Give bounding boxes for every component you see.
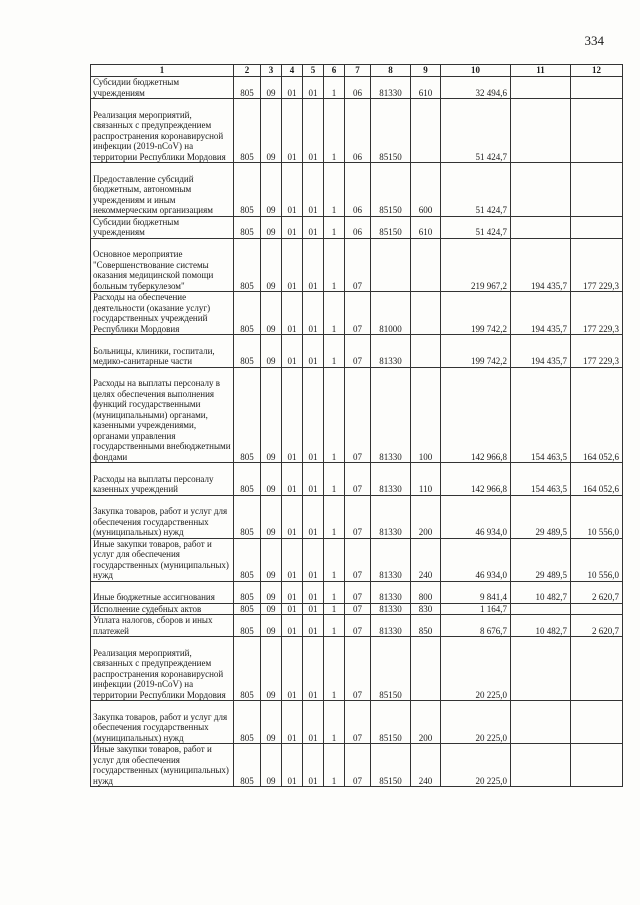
row-name-cell: Расходы на выплаты персоналу в целях обеспечения выполнения функций государственными (муниципальными) органами, казенными учреждениями, органами управления государственными внебюджетными фондами xyxy=(91,367,234,463)
code-section-cell: 09 xyxy=(261,292,282,335)
code-gr-cell: 805 xyxy=(234,538,261,581)
amount-cell-col11: 154 463,5 xyxy=(511,367,571,463)
code-event-cell: 06 xyxy=(345,216,371,238)
code-expense-type-cell: 830 xyxy=(411,603,441,615)
amount-cell-col11: 154 463,5 xyxy=(511,463,571,496)
code-subprogram-cell: 1 xyxy=(324,701,345,744)
code-direction-cell: 85150 xyxy=(371,163,411,217)
code-expense-type-cell: 240 xyxy=(411,744,441,787)
code-program-cell: 01 xyxy=(303,163,324,217)
code-direction-cell: 85150 xyxy=(371,216,411,238)
code-subsection-cell: 01 xyxy=(282,463,303,496)
amount-cell-col11 xyxy=(511,99,571,163)
code-subprogram-cell: 1 xyxy=(324,163,345,217)
amount-cell-col12 xyxy=(571,99,623,163)
code-subprogram-cell: 1 xyxy=(324,367,345,463)
code-program-cell: 01 xyxy=(303,495,324,538)
column-header: 5 xyxy=(303,65,324,77)
amount-cell-col12 xyxy=(571,163,623,217)
code-gr-cell: 805 xyxy=(234,603,261,615)
code-gr-cell: 805 xyxy=(234,615,261,637)
code-direction-cell: 85150 xyxy=(371,701,411,744)
amount-cell-col10: 46 934,0 xyxy=(441,495,511,538)
row-name-cell: Субсидии бюджетным учреждениям xyxy=(91,77,234,99)
amount-cell-col10: 9 841,4 xyxy=(441,581,511,603)
code-program-cell: 01 xyxy=(303,292,324,335)
code-subprogram-cell: 1 xyxy=(324,603,345,615)
code-program-cell: 01 xyxy=(303,538,324,581)
code-gr-cell: 805 xyxy=(234,637,261,701)
code-subsection-cell: 01 xyxy=(282,603,303,615)
amount-cell-col11: 29 489,5 xyxy=(511,538,571,581)
code-subsection-cell: 01 xyxy=(282,495,303,538)
code-direction-cell: 85150 xyxy=(371,637,411,701)
code-subsection-cell: 01 xyxy=(282,367,303,463)
code-gr-cell: 805 xyxy=(234,744,261,787)
column-header: 6 xyxy=(324,65,345,77)
table-row xyxy=(91,603,623,615)
code-subprogram-cell: 1 xyxy=(324,744,345,787)
column-header: 7 xyxy=(345,65,371,77)
amount-cell-col12 xyxy=(571,77,623,99)
amount-cell-col12 xyxy=(571,603,623,615)
row-name-cell: Предоставление субсидий бюджетным, автономным учреждениям и иным некоммерческим организациям xyxy=(91,163,234,217)
row-name-cell: Исполнение судебных актов xyxy=(91,603,234,615)
code-section-cell: 09 xyxy=(261,367,282,463)
amount-cell-col11 xyxy=(511,637,571,701)
code-subprogram-cell: 1 xyxy=(324,99,345,163)
code-subsection-cell: 01 xyxy=(282,335,303,368)
code-direction-cell: 85150 xyxy=(371,99,411,163)
code-direction-cell: 85150 xyxy=(371,744,411,787)
code-expense-type-cell: 850 xyxy=(411,615,441,637)
amount-cell-col10: 51 424,7 xyxy=(441,216,511,238)
code-expense-type-cell xyxy=(411,637,441,701)
amount-cell-col11: 194 435,7 xyxy=(511,292,571,335)
row-name-cell: Реализация мероприятий, связанных с предупреждением распространения коронавирусной инфекции (2019-nCoV) на территории Республики Мордовия xyxy=(91,637,234,701)
code-subsection-cell: 01 xyxy=(282,292,303,335)
amount-cell-col12 xyxy=(571,637,623,701)
code-direction-cell: 81000 xyxy=(371,292,411,335)
amount-cell-col10: 1 164,7 xyxy=(441,603,511,615)
code-program-cell: 01 xyxy=(303,367,324,463)
code-subsection-cell: 01 xyxy=(282,77,303,99)
code-event-cell: 06 xyxy=(345,77,371,99)
code-expense-type-cell: 200 xyxy=(411,701,441,744)
table-row xyxy=(91,367,623,463)
code-direction-cell: 81330 xyxy=(371,603,411,615)
code-section-cell: 09 xyxy=(261,581,282,603)
code-subsection-cell: 01 xyxy=(282,538,303,581)
code-subprogram-cell: 1 xyxy=(324,581,345,603)
budget-table xyxy=(90,64,623,787)
code-expense-type-cell: 600 xyxy=(411,163,441,217)
code-direction-cell xyxy=(371,238,411,292)
row-name-cell: Иные закупки товаров, работ и услуг для обеспечения государственных (муниципальных) нужд xyxy=(91,744,234,787)
code-gr-cell: 805 xyxy=(234,238,261,292)
code-expense-type-cell xyxy=(411,335,441,368)
amount-cell-col10: 20 225,0 xyxy=(441,744,511,787)
code-subprogram-cell: 1 xyxy=(324,77,345,99)
code-subprogram-cell: 1 xyxy=(324,216,345,238)
table-row xyxy=(91,238,623,292)
amount-cell-col12: 10 556,0 xyxy=(571,538,623,581)
code-subprogram-cell: 1 xyxy=(324,238,345,292)
code-section-cell: 09 xyxy=(261,238,282,292)
amount-cell-col11: 10 482,7 xyxy=(511,581,571,603)
row-name-cell: Больницы, клиники, госпитали, медико-санитарные части xyxy=(91,335,234,368)
amount-cell-col10: 51 424,7 xyxy=(441,163,511,217)
amount-cell-col10: 8 676,7 xyxy=(441,615,511,637)
code-gr-cell: 805 xyxy=(234,463,261,496)
code-direction-cell: 81330 xyxy=(371,581,411,603)
code-subsection-cell: 01 xyxy=(282,637,303,701)
code-event-cell: 07 xyxy=(345,292,371,335)
code-program-cell: 01 xyxy=(303,637,324,701)
amount-cell-col10: 20 225,0 xyxy=(441,637,511,701)
code-event-cell: 07 xyxy=(345,581,371,603)
code-program-cell: 01 xyxy=(303,603,324,615)
code-section-cell: 09 xyxy=(261,163,282,217)
table-row xyxy=(91,615,623,637)
table-row xyxy=(91,495,623,538)
amount-cell-col10: 20 225,0 xyxy=(441,701,511,744)
row-name-cell: Расходы на обеспечение деятельности (оказание услуг) государственных учреждений Республики Мордовия xyxy=(91,292,234,335)
row-name-cell: Иные бюджетные ассигнования xyxy=(91,581,234,603)
amount-cell-col11: 194 435,7 xyxy=(511,335,571,368)
code-event-cell: 07 xyxy=(345,238,371,292)
code-subprogram-cell: 1 xyxy=(324,538,345,581)
amount-cell-col10: 199 742,2 xyxy=(441,292,511,335)
code-section-cell: 09 xyxy=(261,615,282,637)
column-header: 1 xyxy=(91,65,234,77)
code-expense-type-cell: 800 xyxy=(411,581,441,603)
column-header: 2 xyxy=(234,65,261,77)
code-event-cell: 07 xyxy=(345,603,371,615)
code-section-cell: 09 xyxy=(261,216,282,238)
code-direction-cell: 81330 xyxy=(371,77,411,99)
amount-cell-col12: 177 229,3 xyxy=(571,238,623,292)
code-event-cell: 07 xyxy=(345,701,371,744)
amount-cell-col10: 46 934,0 xyxy=(441,538,511,581)
column-header: 11 xyxy=(511,65,571,77)
code-gr-cell: 805 xyxy=(234,335,261,368)
code-subsection-cell: 01 xyxy=(282,238,303,292)
code-gr-cell: 805 xyxy=(234,216,261,238)
amount-cell-col12: 10 556,0 xyxy=(571,495,623,538)
amount-cell-col11 xyxy=(511,744,571,787)
code-expense-type-cell: 610 xyxy=(411,216,441,238)
code-subsection-cell: 01 xyxy=(282,99,303,163)
code-section-cell: 09 xyxy=(261,77,282,99)
row-name-cell: Реализация мероприятий, связанных с предупреждением распространения коронавирусной инфекции (2019-nCoV) на территории Республики Мордовия xyxy=(91,99,234,163)
table-row xyxy=(91,335,623,368)
code-section-cell: 09 xyxy=(261,637,282,701)
table-row xyxy=(91,163,623,217)
code-event-cell: 07 xyxy=(345,495,371,538)
amount-cell-col10: 142 966,8 xyxy=(441,463,511,496)
code-program-cell: 01 xyxy=(303,701,324,744)
code-subprogram-cell: 1 xyxy=(324,637,345,701)
code-program-cell: 01 xyxy=(303,581,324,603)
table-row xyxy=(91,637,623,701)
code-section-cell: 09 xyxy=(261,335,282,368)
code-subsection-cell: 01 xyxy=(282,744,303,787)
code-event-cell: 07 xyxy=(345,335,371,368)
code-subprogram-cell: 1 xyxy=(324,615,345,637)
code-subsection-cell: 01 xyxy=(282,581,303,603)
amount-cell-col12: 164 052,6 xyxy=(571,367,623,463)
code-gr-cell: 805 xyxy=(234,701,261,744)
amount-cell-col12: 177 229,3 xyxy=(571,292,623,335)
code-expense-type-cell xyxy=(411,99,441,163)
row-name-cell: Расходы на выплаты персоналу казенных учреждений xyxy=(91,463,234,496)
code-gr-cell: 805 xyxy=(234,367,261,463)
code-gr-cell: 805 xyxy=(234,163,261,217)
table-row xyxy=(91,77,623,99)
code-expense-type-cell: 610 xyxy=(411,77,441,99)
row-name-cell: Закупка товаров, работ и услуг для обеспечения государственных (муниципальных) нужд xyxy=(91,495,234,538)
code-subprogram-cell: 1 xyxy=(324,495,345,538)
column-header: 9 xyxy=(411,65,441,77)
code-gr-cell: 805 xyxy=(234,495,261,538)
amount-cell-col11: 10 482,7 xyxy=(511,615,571,637)
code-section-cell: 09 xyxy=(261,744,282,787)
table-row xyxy=(91,744,623,787)
code-program-cell: 01 xyxy=(303,99,324,163)
code-event-cell: 07 xyxy=(345,615,371,637)
code-section-cell: 09 xyxy=(261,538,282,581)
code-program-cell: 01 xyxy=(303,615,324,637)
code-section-cell: 09 xyxy=(261,463,282,496)
code-program-cell: 01 xyxy=(303,238,324,292)
amount-cell-col10: 51 424,7 xyxy=(441,99,511,163)
amount-cell-col11 xyxy=(511,163,571,217)
column-header: 10 xyxy=(441,65,511,77)
amount-cell-col12: 164 052,6 xyxy=(571,463,623,496)
amount-cell-col12 xyxy=(571,216,623,238)
amount-cell-col12: 2 620,7 xyxy=(571,581,623,603)
code-expense-type-cell: 240 xyxy=(411,538,441,581)
code-program-cell: 01 xyxy=(303,216,324,238)
code-direction-cell: 81330 xyxy=(371,335,411,368)
code-section-cell: 09 xyxy=(261,603,282,615)
code-gr-cell: 805 xyxy=(234,99,261,163)
table-row xyxy=(91,463,623,496)
row-name-cell: Закупка товаров, работ и услуг для обеспечения государственных (муниципальных) нужд xyxy=(91,701,234,744)
row-name-cell: Основное мероприятие "Совершенствование системы оказания медицинской помощи больным туберкулезом" xyxy=(91,238,234,292)
code-expense-type-cell: 110 xyxy=(411,463,441,496)
code-gr-cell: 805 xyxy=(234,292,261,335)
code-section-cell: 09 xyxy=(261,99,282,163)
amount-cell-col11 xyxy=(511,77,571,99)
table-row xyxy=(91,99,623,163)
row-name-cell: Иные закупки товаров, работ и услуг для обеспечения государственных (муниципальных) нужд xyxy=(91,538,234,581)
code-event-cell: 06 xyxy=(345,163,371,217)
table-row xyxy=(91,292,623,335)
code-program-cell: 01 xyxy=(303,744,324,787)
code-expense-type-cell: 200 xyxy=(411,495,441,538)
code-direction-cell: 81330 xyxy=(371,495,411,538)
code-event-cell: 07 xyxy=(345,367,371,463)
column-header: 3 xyxy=(261,65,282,77)
table-header-row xyxy=(91,65,623,77)
code-expense-type-cell xyxy=(411,292,441,335)
amount-cell-col10: 199 742,2 xyxy=(441,335,511,368)
column-header: 8 xyxy=(371,65,411,77)
code-expense-type-cell: 100 xyxy=(411,367,441,463)
table-row xyxy=(91,538,623,581)
row-name-cell: Уплата налогов, сборов и иных платежей xyxy=(91,615,234,637)
code-expense-type-cell xyxy=(411,238,441,292)
row-name-cell: Субсидии бюджетным учреждениям xyxy=(91,216,234,238)
amount-cell-col11 xyxy=(511,701,571,744)
code-direction-cell: 81330 xyxy=(371,463,411,496)
amount-cell-col11: 194 435,7 xyxy=(511,238,571,292)
code-program-cell: 01 xyxy=(303,463,324,496)
column-header: 12 xyxy=(571,65,623,77)
table-row xyxy=(91,216,623,238)
amount-cell-col11 xyxy=(511,603,571,615)
code-direction-cell: 81330 xyxy=(371,367,411,463)
table-body xyxy=(91,77,623,787)
code-section-cell: 09 xyxy=(261,495,282,538)
code-subprogram-cell: 1 xyxy=(324,335,345,368)
code-gr-cell: 805 xyxy=(234,581,261,603)
table-row xyxy=(91,581,623,603)
code-subprogram-cell: 1 xyxy=(324,292,345,335)
amount-cell-col12 xyxy=(571,701,623,744)
amount-cell-col11: 29 489,5 xyxy=(511,495,571,538)
code-event-cell: 07 xyxy=(345,637,371,701)
code-subsection-cell: 01 xyxy=(282,163,303,217)
code-subsection-cell: 01 xyxy=(282,701,303,744)
amount-cell-col12: 177 229,3 xyxy=(571,335,623,368)
amount-cell-col10: 32 494,6 xyxy=(441,77,511,99)
code-event-cell: 07 xyxy=(345,463,371,496)
code-program-cell: 01 xyxy=(303,335,324,368)
code-subprogram-cell: 1 xyxy=(324,463,345,496)
page-number: 334 xyxy=(584,33,604,48)
code-direction-cell: 81330 xyxy=(371,538,411,581)
code-program-cell: 01 xyxy=(303,77,324,99)
code-section-cell: 09 xyxy=(261,701,282,744)
column-header: 4 xyxy=(282,65,303,77)
code-gr-cell: 805 xyxy=(234,77,261,99)
amount-cell-col10: 142 966,8 xyxy=(441,367,511,463)
code-event-cell: 07 xyxy=(345,744,371,787)
code-direction-cell: 81330 xyxy=(371,615,411,637)
amount-cell-col12: 2 620,7 xyxy=(571,615,623,637)
code-subsection-cell: 01 xyxy=(282,216,303,238)
code-event-cell: 06 xyxy=(345,99,371,163)
amount-cell-col11 xyxy=(511,216,571,238)
amount-cell-col12 xyxy=(571,744,623,787)
code-subsection-cell: 01 xyxy=(282,615,303,637)
table-row xyxy=(91,701,623,744)
code-event-cell: 07 xyxy=(345,538,371,581)
amount-cell-col10: 219 967,2 xyxy=(441,238,511,292)
